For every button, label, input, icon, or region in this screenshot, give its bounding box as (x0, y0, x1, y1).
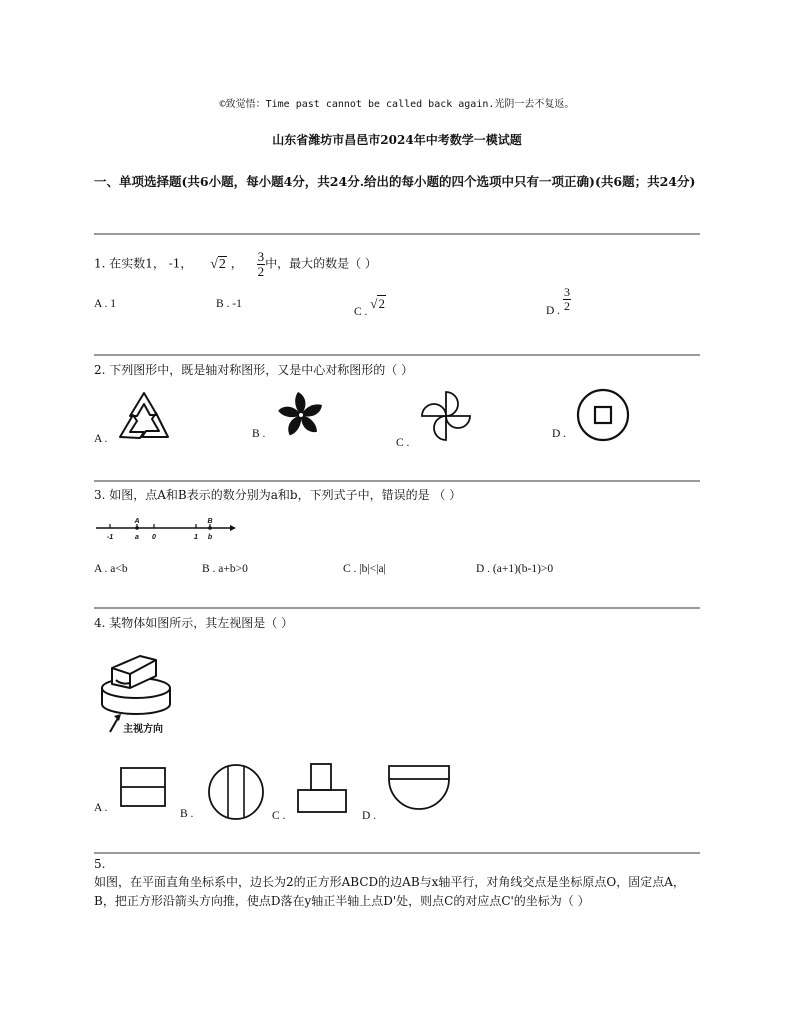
q1-option-a[interactable]: A . 1 (94, 298, 117, 310)
q4-solid-figure (96, 650, 178, 740)
q3-tick-label: 0 (152, 534, 156, 541)
q2-option-c-windmill-figure[interactable] (419, 389, 473, 443)
q3-option-a[interactable]: A . a<b (94, 563, 128, 575)
q1-fraction: $\frac{3}{2}$ (257, 249, 265, 279)
q1-option-c[interactable]: C . √2 (354, 296, 385, 318)
q1-option-d[interactable]: D . $\frac{3}{2}$ (546, 285, 570, 317)
q3-point-b-label: B (207, 518, 213, 525)
header-motto: ©致觉悟：Time past cannot be called back again.光阴一去不复返。 (219, 99, 575, 110)
q3-option-d[interactable]: D . (a+1)(b-1)>0 (476, 563, 554, 575)
q2-label-b[interactable]: B . (252, 428, 266, 440)
divider (94, 852, 700, 854)
q2-option-d-coin-figure[interactable] (575, 387, 631, 443)
q2-label-c[interactable]: C . (396, 437, 410, 449)
question-2-stem: 2. 下列图形中，既是轴对称图形，又是中心对称图形的（ ） (94, 363, 414, 377)
q1-prefix: 1. 在实数1， -1， (94, 256, 193, 271)
q2-label-a[interactable]: A . (94, 433, 108, 445)
divider (94, 607, 700, 609)
q3-number-line (96, 518, 236, 544)
q3-tick-label: b (207, 534, 213, 541)
q4-view-direction-label: 主视方向 (123, 724, 163, 735)
q2-option-b-pinwheel-figure[interactable] (276, 390, 326, 440)
q1-comma: ， (230, 256, 243, 271)
q2-label-d[interactable]: D . (552, 428, 567, 440)
question-1-stem (94, 250, 377, 278)
q3-tick-label: a (135, 534, 139, 541)
q3-tick-label: 1 (194, 534, 198, 541)
question-5-text: 如图，在平面直角坐标系中，边长为2的正方形ABCD的边AB与x轴平行，对角线交点是坐标原点O，固定点A，B，把正方形沿箭头方向推，使点D落在y轴正半轴上点D'处，则点C的对应点C'的坐标为（ ） (94, 875, 685, 908)
divider (94, 354, 700, 356)
question-4-stem: 4. 某物体如图所示，其左视图是（ ） (94, 616, 294, 630)
q1-suffix: 中，最大的数是（ ） (265, 256, 377, 271)
q3-tick-label: -1 (106, 534, 114, 541)
q3-option-c[interactable]: C . |b|<|a| (343, 563, 386, 575)
q1-option-b[interactable]: B . -1 (216, 298, 242, 310)
q2-option-a-recycle-figure[interactable] (117, 390, 171, 442)
question-5-number: 5. (94, 857, 106, 871)
question-3-stem: 3. 如图，点A和B表示的数分别为a和b，下列式子中，错误的是 （ ） (94, 488, 462, 502)
q4-option-b-view-figure[interactable] (207, 763, 265, 821)
q4-label-c[interactable]: C . (272, 810, 286, 822)
section-heading: 一、单项选择题(共6小题，每小题4分，共24分.给出的每小题的四个选项中只有一项正确)(共6题；共24分) (94, 174, 696, 189)
divider (94, 233, 700, 235)
q4-option-a-view-figure[interactable] (120, 767, 166, 807)
divider (94, 480, 700, 482)
q4-option-d-view-figure[interactable] (388, 765, 450, 811)
q4-label-a[interactable]: A . (94, 802, 108, 814)
page-title: 山东省潍坊市昌邑市2024年中考数学一模试题 (272, 133, 522, 147)
q3-option-b[interactable]: B . a+b>0 (202, 563, 248, 575)
q4-option-c-view-figure[interactable] (297, 762, 349, 814)
q3-point-a-label: A (134, 518, 140, 525)
q4-label-b[interactable]: B . (180, 808, 194, 820)
q1-sqrt: √2 (210, 256, 226, 272)
q4-label-d[interactable]: D . (362, 810, 377, 822)
